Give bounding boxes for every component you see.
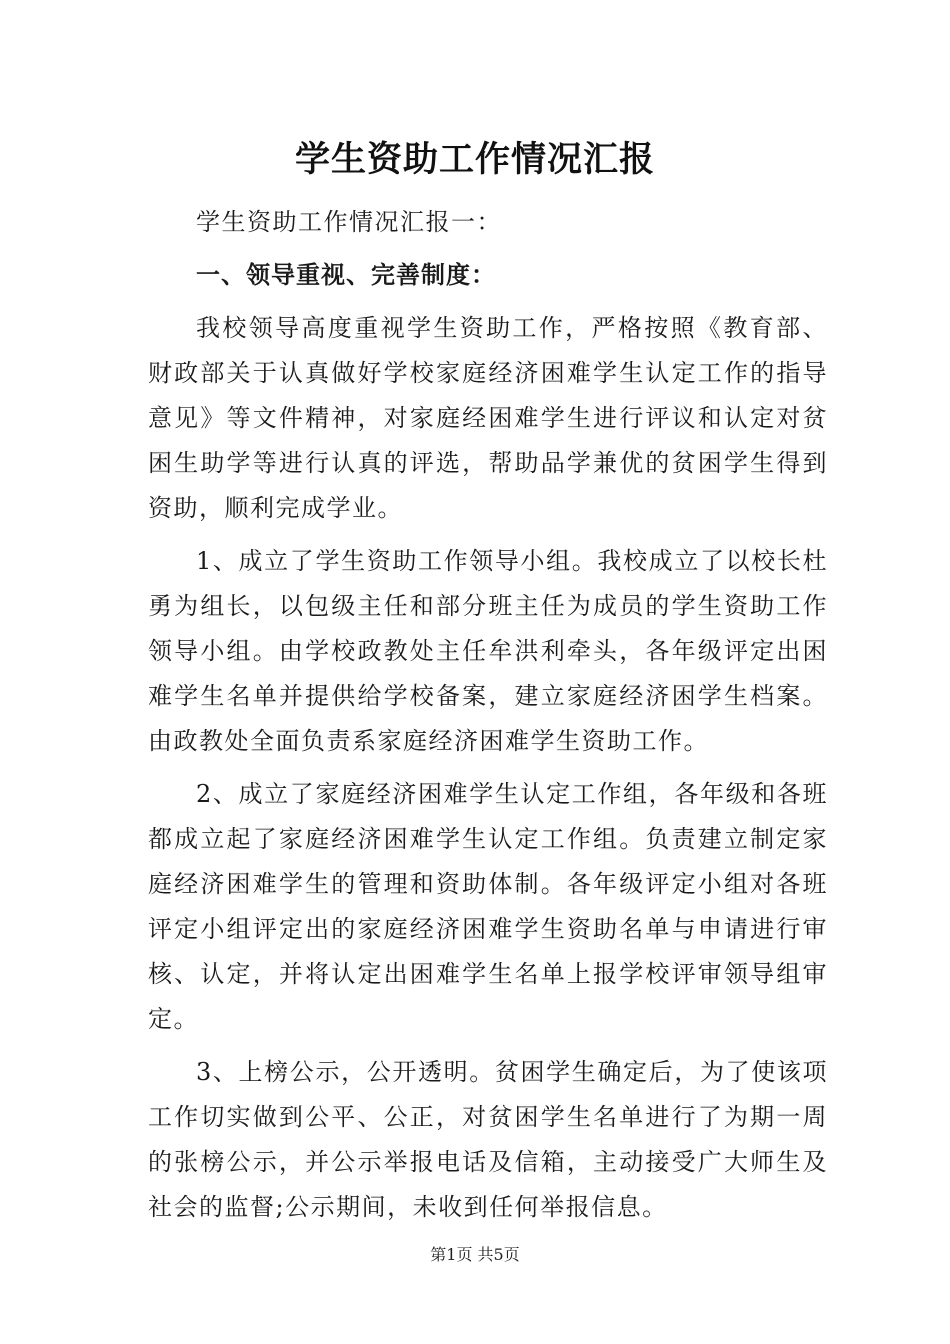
document-body (148, 200, 828, 1238)
page-title: 学生资助工作情况汇报 (294, 139, 655, 180)
section-intro: 学生资助工作情况汇报一： (196, 208, 502, 236)
paragraph: 2、成立了家庭经济困难学生认定工作组，各年级和各班都成立起了家庭经济困难学生认定工作组。负责建立制定家庭经济困难学生的管理和资助体制。各年级评定小组对各班评定小组评定出的家庭经济困难学生资助名单与申请进行审核、认定，并将认定出困难学生名单上报学校评审领导组审定。 (148, 780, 828, 1033)
section-heading: 一、领导重视、完善制度： (196, 261, 496, 289)
paragraph: 3、上榜公示，公开透明。贫困学生确定后，为了使该项工作切实做到公平、公正，对贫困学生名单进行了为期一周的张榜公示，并公示举报电话及信箱，主动接受广大师生及社会的监督;公示期间，未收到任何举报信息。 (148, 1058, 828, 1221)
page-number-footer: 第1页 共5页 (430, 1245, 520, 1264)
paragraph: 1、成立了学生资助工作领导小组。我校成立了以校长杜勇为组长，以包级主任和部分班主任为成员的学生资助工作领导小组。由学校政教处主任牟洪利牵头，各年级评定出困难学生名单并提供给学校备案，建立家庭经济困学生档案。由政教处全面负责系家庭经济困难学生资助工作。 (148, 547, 828, 755)
paragraph: 我校领导高度重视学生资助工作，严格按照《教育部、财政部关于认真做好学校家庭经济困难学生认定工作的指导意见》等文件精神，对家庭经困难学生进行评议和认定对贫困生助学等进行认真的评选，帮助品学兼优的贫困学生得到资助，顺利完成学业。 (148, 314, 828, 522)
